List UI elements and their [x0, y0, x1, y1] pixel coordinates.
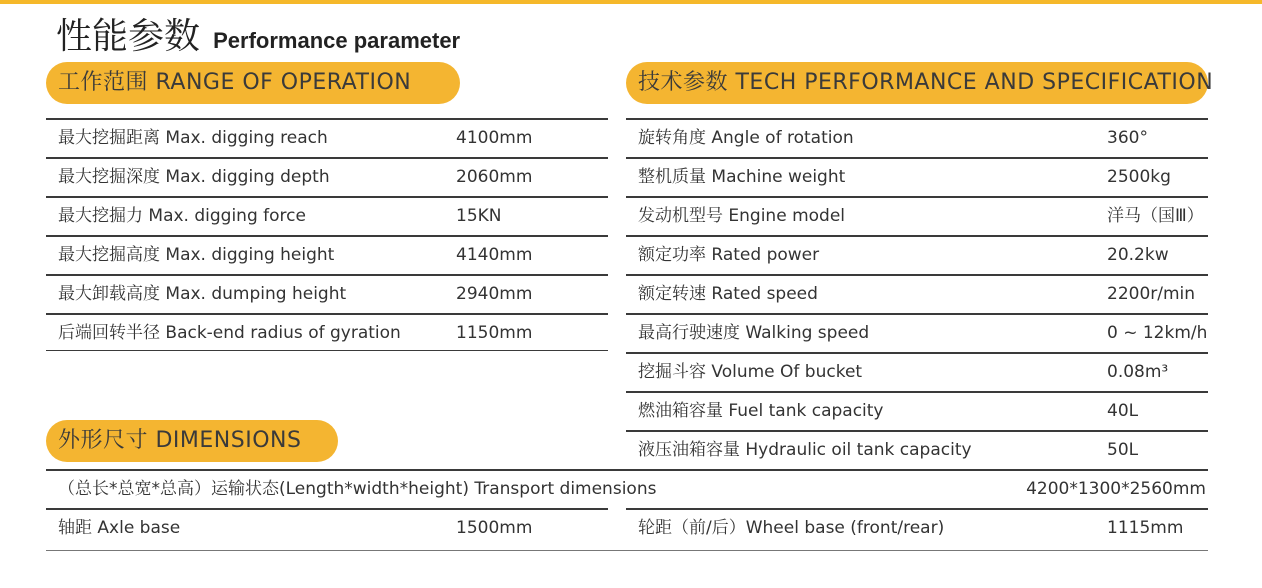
row-value: 4200*1300*2560mm: [1026, 479, 1206, 499]
row-value: 2940mm: [456, 284, 533, 304]
row-value: 2060mm: [456, 167, 533, 187]
dimensions-table-bottom-rule: [46, 550, 1208, 551]
row-label: 燃油箱容量 Fuel tank capacity: [638, 401, 884, 421]
row-value: 1500mm: [456, 518, 533, 538]
table-row: [626, 235, 1208, 274]
table-row: [626, 274, 1208, 313]
tech-section-title: 技术参数 TECH PERFORMANCE AND SPECIFICATION: [626, 62, 1208, 104]
row-value: 洋马（国Ⅲ）: [1107, 206, 1204, 226]
table-row: [626, 157, 1208, 196]
table-row: [626, 391, 1208, 430]
page-title-zh: 性能参数: [56, 16, 201, 57]
row-value: 2200r/min: [1107, 284, 1196, 304]
page-title: [56, 8, 460, 59]
row-label: 最大挖掘距离 Max. digging reach: [58, 128, 328, 148]
table-row: [46, 196, 608, 235]
row-label: 最大卸载高度 Max. dumping height: [58, 284, 347, 304]
table-row: [46, 157, 608, 196]
top-accent-bar: [0, 0, 1262, 4]
table-row: [626, 118, 1208, 157]
table-row: [626, 313, 1208, 352]
row-value: 1150mm: [456, 323, 533, 343]
row-value: 50L: [1107, 440, 1139, 460]
table-row: [626, 352, 1208, 391]
row-label: 轴距 Axle base: [58, 518, 181, 538]
row-label: 额定转速 Rated speed: [638, 284, 818, 304]
row-label: 液压油箱容量 Hydraulic oil tank capacity: [638, 440, 972, 460]
table-row: [46, 508, 608, 547]
row-value: 0.08m³: [1107, 362, 1169, 382]
table-row: [46, 313, 608, 352]
row-value: 0 ~ 12km/h: [1107, 323, 1208, 343]
table-row: [626, 508, 1208, 547]
row-label: 旋转角度 Angle of rotation: [638, 128, 854, 148]
table-row: [46, 469, 1208, 508]
row-value: 15KN: [456, 206, 502, 226]
row-label: 轮距（前/后）Wheel base (front/rear): [638, 518, 945, 538]
row-label: 最大挖掘深度 Max. digging depth: [58, 167, 330, 187]
row-label: 最高行驶速度 Walking speed: [638, 323, 870, 343]
dimensions-section-title: 外形尺寸 DIMENSIONS: [46, 420, 338, 462]
range-section-title: 工作范围 RANGE OF OPERATION: [46, 62, 460, 104]
table-row: [46, 118, 608, 157]
row-value: 4140mm: [456, 245, 533, 265]
table-row: [626, 196, 1208, 235]
row-label: 最大挖掘高度 Max. digging height: [58, 245, 335, 265]
row-value: 40L: [1107, 401, 1139, 421]
table-row: [46, 235, 608, 274]
row-label: 整机质量 Machine weight: [638, 167, 846, 187]
table-row: [626, 430, 1208, 469]
row-label: 挖掘斗容 Volume Of bucket: [638, 362, 863, 382]
row-label: （总长*总宽*总高）运输状态(Length*width*height) Transport dimensions: [58, 479, 657, 499]
page-title-en: Performance parameter: [213, 28, 461, 53]
row-value: 20.2kw: [1107, 245, 1169, 265]
row-value: 1115mm: [1107, 518, 1184, 538]
row-label: 额定功率 Rated power: [638, 245, 820, 265]
table-row: [46, 274, 608, 313]
row-label: 发动机型号 Engine model: [638, 206, 846, 226]
row-label: 最大挖掘力 Max. digging force: [58, 206, 306, 226]
row-value: 2500kg: [1107, 167, 1171, 187]
row-value: 4100mm: [456, 128, 533, 148]
row-label: 后端回转半径 Back-end radius of gyration: [58, 323, 401, 343]
row-value: 360°: [1107, 128, 1148, 148]
range-table-bottom-rule: [46, 350, 608, 351]
